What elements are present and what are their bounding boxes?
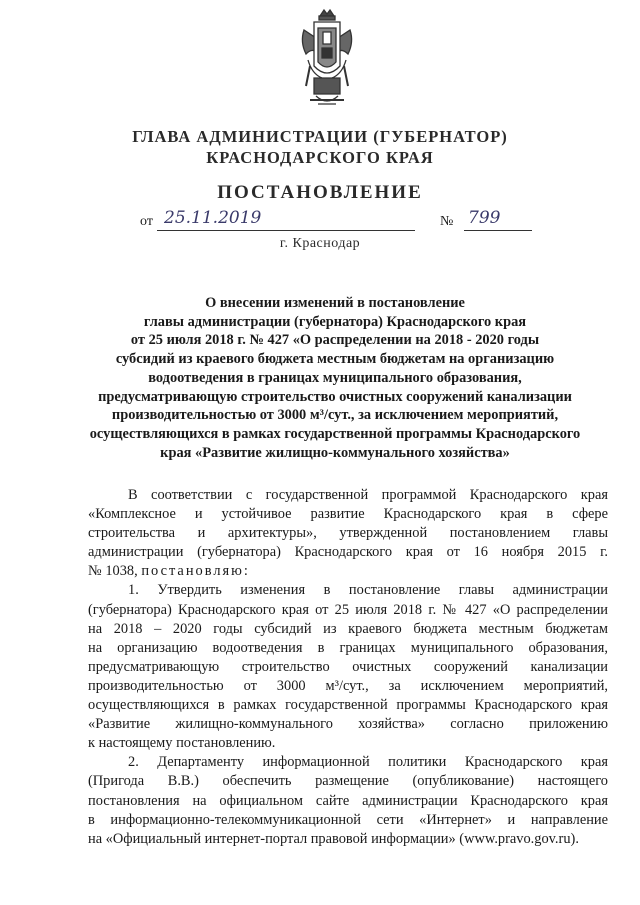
org-name-line1: ГЛАВА АДМИНИСТРАЦИИ (ГУБЕРНАТОР) <box>132 127 508 146</box>
handwritten-number: 799 <box>468 208 501 228</box>
body-line: производительностью от 3000 м³/сут., за исключением мероприятий, <box>88 677 608 694</box>
title-line: производительностью от 3000 м³/сут., за исключением мероприятий, <box>111 407 559 424</box>
body-text: № 1038, <box>88 563 138 580</box>
body-line: в информационно-телекоммуникационной сети «Интернет» и направление <box>88 811 608 828</box>
decree-body <box>88 486 608 849</box>
date-prefix: от <box>140 214 153 229</box>
body-line: «Развитие жилищно-коммунального хозяйства» согласно приложению <box>88 716 608 733</box>
coat-of-arms-emblem <box>296 8 358 112</box>
title-line: О внесении изменений в постановление <box>205 295 465 311</box>
number-underline <box>464 230 532 231</box>
document-type-title: ПОСТАНОВЛЕНИЕ <box>217 182 423 203</box>
title-line: осуществляющихся в рамках государственной программы Краснодарского <box>89 425 581 442</box>
body-line: к настоящему постановлению. <box>88 735 276 752</box>
decree-title <box>70 294 600 462</box>
body-line: на 2018 – 2020 годы субсидий из краевого бюджета местным бюджетам <box>88 620 608 637</box>
title-line: субсидий из краевого бюджета местным бюджетам на организацию <box>115 351 555 368</box>
decree-verb: постановляю: <box>141 563 250 580</box>
number-prefix: № <box>440 214 454 229</box>
body-line: на «Официальный интернет-портал правовой информации» (www.pravo.gov.ru). <box>88 830 579 847</box>
body-line: (губернатора) Краснодарского края от 25 июля 2018 г. № 427 «О распределении <box>88 601 608 618</box>
org-name-line2: КРАСНОДАРСКОГО КРАЯ <box>206 148 434 167</box>
body-line: В соответствии с государственной программой Краснодарского края <box>128 487 608 503</box>
title-line: главы администрации (губернатора) Краснодарского края <box>143 313 527 330</box>
body-line: 1. Утвердить изменения в постановление главы администрации <box>128 582 608 599</box>
handwritten-date: 25.11.2019 <box>164 208 262 228</box>
date-number-row <box>140 210 540 236</box>
title-line: водоотведения в границах муниципального образования, <box>148 369 522 386</box>
body-line <box>88 562 608 581</box>
body-line: постановления на официальном сайте администрации Краснодарского края <box>88 792 608 809</box>
date-underline <box>157 230 415 231</box>
body-line: предусматривающую строительство очистных сооружений канализации <box>88 658 608 675</box>
body-line: строительства и архитектуры», утвержденной постановлением главы <box>88 525 608 542</box>
title-line: от 25 июля 2018 г. № 427 «О распределении на 2018 - 2020 годы <box>130 332 540 349</box>
title-line: предусматривающую строительство очистных сооружений канализации <box>98 388 572 405</box>
body-line: «Комплексное и устойчивое развитие Краснодарского края в сфере <box>88 506 608 523</box>
body-line: осуществляющихся в рамках государственной программы Краснодарского края <box>88 697 608 714</box>
body-line: (Пригода В.В.) обеспечить размещение (опубликование) настоящего <box>88 773 608 790</box>
title-line: края «Развитие жилищно-коммунального хозяйства» <box>160 444 510 461</box>
city-label: г. Краснодар <box>279 236 361 251</box>
body-line: на организацию водоотведения в границах муниципального образования, <box>88 639 608 656</box>
body-line: 2. Департаменту информационной политики Краснодарского края <box>128 754 608 771</box>
body-line: администрации (губернатора) Краснодарского края от 16 ноября 2015 г. <box>88 544 608 561</box>
